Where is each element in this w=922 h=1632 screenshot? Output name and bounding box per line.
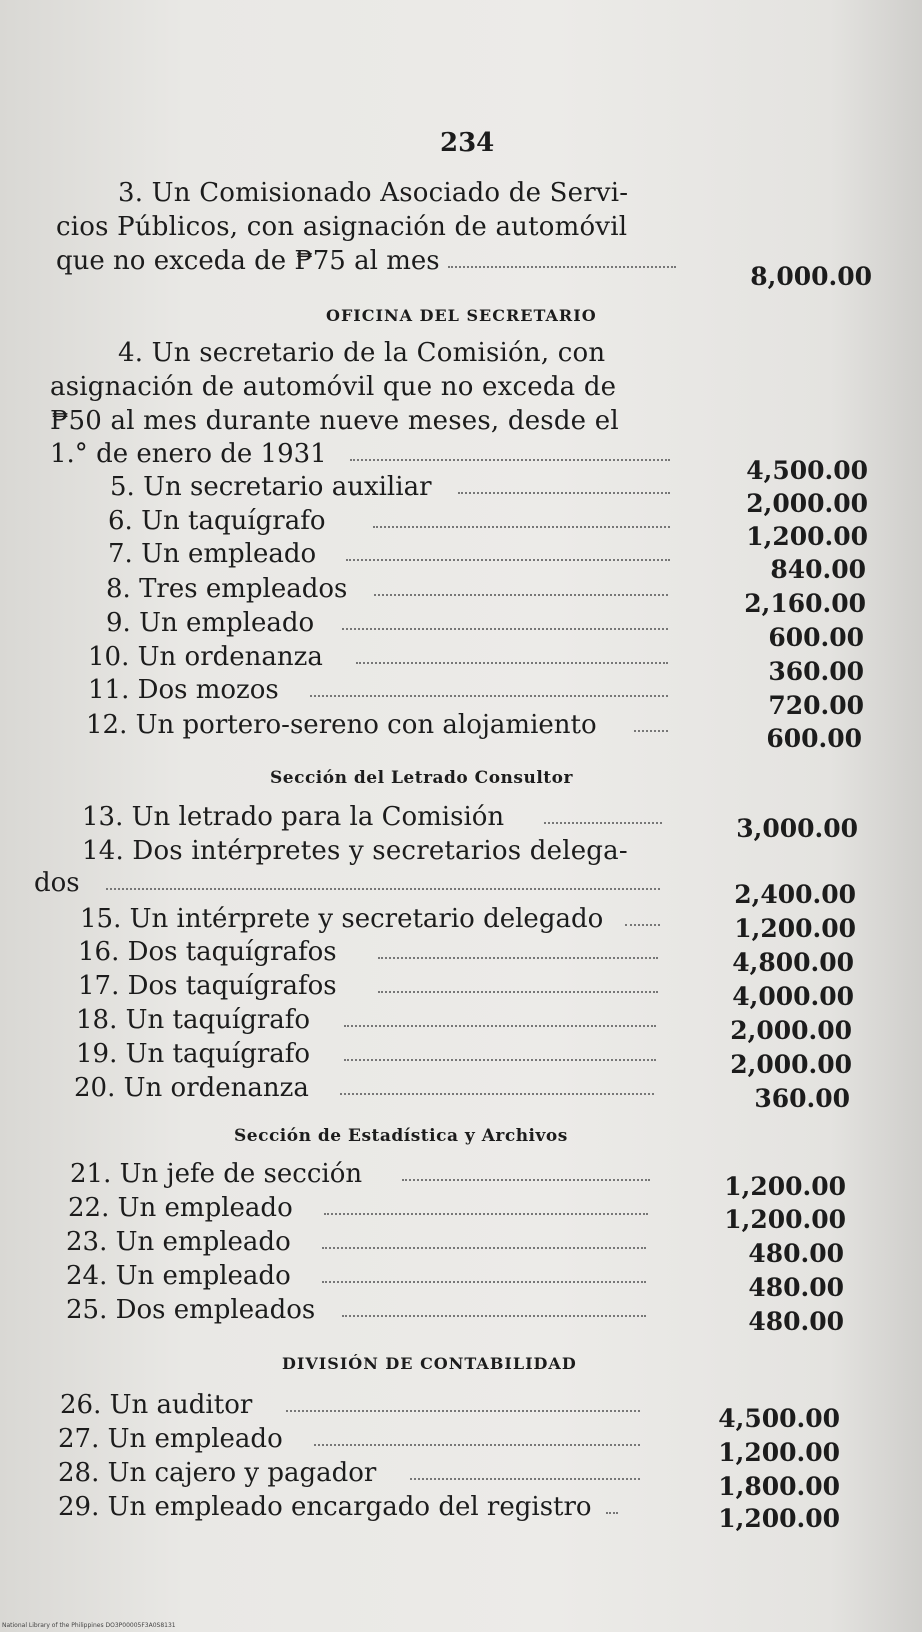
item-3-amount: 8,000.00 <box>750 262 872 291</box>
item-label: 29. Un empleado encargado del registro <box>58 1492 592 1522</box>
leader-dots <box>324 1213 648 1215</box>
item-amount: 2,000.00 <box>730 1050 852 1079</box>
leader-dots <box>310 695 668 697</box>
item-label: 15. Un intérprete y secretario delegado <box>80 904 604 934</box>
item-amount: 840.00 <box>770 555 866 584</box>
item-label: 27. Un empleado <box>58 1424 283 1454</box>
leader-dots <box>350 459 670 461</box>
item-amount: 600.00 <box>768 623 864 652</box>
leader-dots <box>458 492 670 494</box>
item-row <box>66 1293 646 1327</box>
leader-dots <box>356 662 668 664</box>
leader-dots <box>340 1093 654 1095</box>
leader-dots <box>378 957 658 959</box>
item-amount: 480.00 <box>748 1273 844 1302</box>
item-amount: 480.00 <box>748 1307 844 1336</box>
item-row <box>106 606 670 640</box>
item-label: 23. Un empleado <box>66 1227 291 1257</box>
leader-dots <box>344 1059 656 1061</box>
item-label: 8. Tres empleados <box>106 574 348 604</box>
item-amount: 2,400.00 <box>734 880 856 909</box>
item-14-row <box>34 866 660 900</box>
item-label: 21. Un jefe de sección <box>70 1159 363 1189</box>
item-label: 11. Dos mozos <box>88 675 279 705</box>
item-3-row <box>56 244 676 278</box>
item-label: 10. Un ordenanza <box>88 642 323 672</box>
item-14-line-2: dos <box>34 868 80 898</box>
item-amount: 2,160.00 <box>744 589 866 618</box>
item-row <box>110 470 670 504</box>
item-4-line-3: ₱50 al mes durante nueve meses, desde el <box>50 406 619 436</box>
item-14-line-1: 14. Dos intérpretes y secretarios delega- <box>82 836 628 866</box>
item-amount: 1,200.00 <box>718 1504 840 1533</box>
leader-dots <box>322 1281 646 1283</box>
leader-dots <box>314 1444 640 1446</box>
item-row <box>78 935 658 969</box>
section-heading-secretario: OFICINA DEL SECRETARIO <box>326 306 597 325</box>
section-heading-letrado: Sección del Letrado Consultor <box>270 768 573 788</box>
leader-dots <box>374 594 668 596</box>
item-amount: 480.00 <box>748 1239 844 1268</box>
leader-dots <box>448 266 676 268</box>
item-row <box>58 1422 640 1456</box>
item-label: 26. Un auditor <box>60 1390 253 1420</box>
leader-dots <box>625 924 660 926</box>
item-label: 24. Un empleado <box>66 1261 291 1291</box>
item-label: 13. Un letrado para la Comisión <box>82 802 505 832</box>
item-label: 22. Un empleado <box>68 1193 293 1223</box>
leader-dots <box>544 822 662 824</box>
item-label: 25. Dos empleados <box>66 1295 316 1325</box>
item-amount: 1,200.00 <box>724 1205 846 1234</box>
leader-dots <box>344 1025 656 1027</box>
leader-dots <box>286 1410 640 1412</box>
item-row <box>78 969 658 1003</box>
leader-dots <box>346 559 670 561</box>
item-row <box>60 1388 640 1422</box>
item-row <box>70 1157 650 1191</box>
item-amount: 720.00 <box>768 691 864 720</box>
item-3-line-2: cios Públicos, con asignación de automóvil <box>56 212 628 242</box>
item-label: 17. Dos taquígrafos <box>78 971 337 1001</box>
leader-dots <box>410 1478 640 1480</box>
item-4-line-4: 1.° de enero de 1931 <box>50 439 327 469</box>
item-row <box>108 537 670 571</box>
section-heading-contabilidad: DIVISIÓN DE CONTABILIDAD <box>282 1354 577 1373</box>
item-label: 12. Un portero-sereno con alojamiento <box>86 710 597 740</box>
item-4-row <box>50 437 670 471</box>
leader-dots <box>634 730 668 732</box>
section-heading-estadistica: Sección de Estadística y Archivos <box>234 1126 568 1146</box>
page-number: 234 <box>440 128 495 158</box>
item-13-row <box>82 800 662 834</box>
item-label: 18. Un taquígrafo <box>76 1005 311 1035</box>
item-label: 19. Un taquígrafo <box>76 1039 311 1069</box>
item-row <box>88 640 668 674</box>
leader-dots <box>342 628 668 630</box>
item-row <box>106 572 670 606</box>
item-amount: 1,200.00 <box>734 914 856 943</box>
item-amount: 360.00 <box>768 657 864 686</box>
item-label: 7. Un empleado <box>108 539 317 569</box>
item-amount: 4,500.00 <box>718 1404 840 1433</box>
item-amount: 1,800.00 <box>718 1472 840 1501</box>
item-amount: 600.00 <box>766 724 862 753</box>
item-amount: 1,200.00 <box>724 1172 846 1201</box>
item-row <box>66 1259 646 1293</box>
item-row <box>68 1191 648 1225</box>
item-4-line-2: asignación de automóvil que no exceda de <box>50 372 617 402</box>
item-row <box>88 673 668 707</box>
item-row <box>86 708 668 742</box>
leader-dots <box>322 1247 646 1249</box>
leader-dots <box>106 888 660 890</box>
item-3-line-3: que no exceda de ₱75 al mes <box>56 246 440 276</box>
item-label: 16. Dos taquígrafos <box>78 937 337 967</box>
item-label: 5. Un secretario auxiliar <box>110 472 432 502</box>
item-row <box>76 1037 656 1071</box>
item-row <box>108 504 670 538</box>
item-amount: 2,000.00 <box>746 489 868 518</box>
item-amount: 4,000.00 <box>732 982 854 1011</box>
item-label: 9. Un empleado <box>106 608 315 638</box>
item-label: 28. Un cajero y pagador <box>58 1458 377 1488</box>
leader-dots <box>606 1512 618 1514</box>
item-amount: 2,000.00 <box>730 1016 852 1045</box>
leader-dots <box>373 526 670 528</box>
scan-footer: National Library of the Philippines DO3P00005F3A0S8131 <box>2 1622 176 1629</box>
item-amount: 4,800.00 <box>732 948 854 977</box>
item-amount: 1,200.00 <box>746 522 868 551</box>
item-amount: 1,200.00 <box>718 1438 840 1467</box>
leader-dots <box>342 1315 646 1317</box>
item-4-line-1: 4. Un secretario de la Comisión, con <box>118 338 606 368</box>
item-amount: 360.00 <box>754 1084 850 1113</box>
item-4-amount: 4,500.00 <box>746 456 868 485</box>
item-row <box>74 1071 654 1105</box>
item-row <box>66 1225 646 1259</box>
leader-dots <box>402 1179 650 1181</box>
item-label: 20. Un ordenanza <box>74 1073 309 1103</box>
leader-dots <box>378 991 658 993</box>
item-row <box>76 1003 656 1037</box>
item-3-line-1: 3. Un Comisionado Asociado de Servi- <box>118 178 629 208</box>
item-label: 6. Un taquígrafo <box>108 506 326 536</box>
item-row <box>80 902 660 936</box>
item-row <box>58 1456 640 1490</box>
item-amount: 3,000.00 <box>736 814 858 843</box>
item-row <box>58 1490 640 1524</box>
